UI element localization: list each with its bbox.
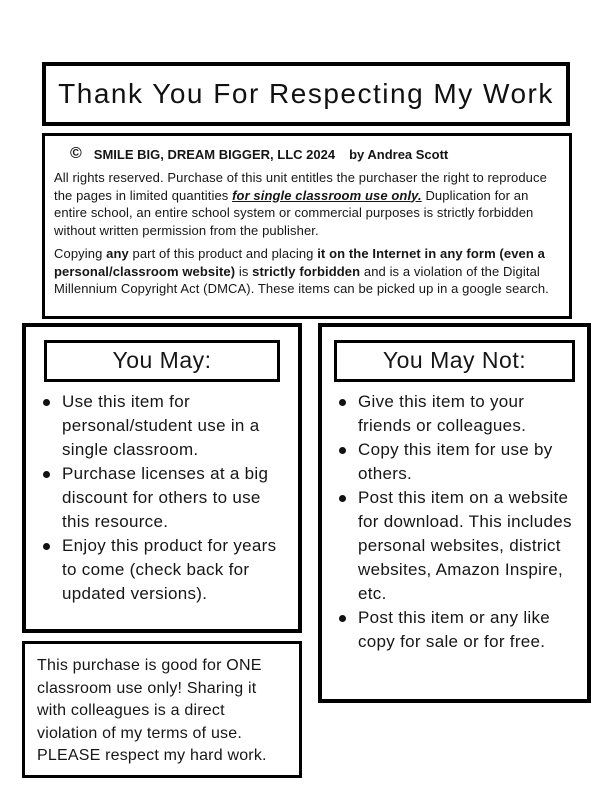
text-segment: strictly forbidden xyxy=(252,263,361,279)
you-may-title: You May: xyxy=(44,340,280,382)
copyright-box xyxy=(42,133,572,319)
title-box xyxy=(42,62,570,126)
copyright-heading xyxy=(70,145,560,163)
you-may-not-title: You May Not: xyxy=(334,340,575,382)
list-item: Use this item for personal/student use in a single classroom. xyxy=(38,390,290,462)
text-segment: and is a violation of the Digital Millennium Copyright Act (DMCA). These items can be picked up in a google search. xyxy=(54,263,549,296)
list-item: Post this item or any like copy for sale or for free. xyxy=(334,606,579,654)
purchase-note-text: This purchase is good for ONE classroom use only! Sharing it with colleagues is a direct violation of my terms of use. PLEASE respect my hard work. xyxy=(37,657,267,764)
text-segment: Copying xyxy=(54,246,107,261)
you-may-not-box xyxy=(318,323,591,703)
list-item: Enjoy this product for years to come (check back for updated versions). xyxy=(38,534,290,606)
copyright-paragraph-1 xyxy=(54,169,560,239)
text-segment: is xyxy=(235,263,253,279)
you-may-not-list xyxy=(328,390,583,654)
you-may-box xyxy=(22,323,302,633)
text-segment: Duplication for an entire school, an entire school system or commercial purposes is strictly forbidden without written permission from the publisher. xyxy=(54,187,534,238)
copyright-paragraph-2 xyxy=(54,245,560,298)
list-item: Give this item to your friends or colleagues. xyxy=(334,390,579,438)
purchase-note-box xyxy=(22,641,302,778)
text-segment: All rights reserved. Purchase of this unit entitles the purchaser the right to reproduce the pages in limited quantities xyxy=(54,170,547,203)
text-segment: part of this product and placing xyxy=(128,246,318,261)
page-title: Thank You For Respecting My Work xyxy=(58,78,554,109)
copyright-byline: by Andrea Scott xyxy=(349,146,449,162)
copyright-company: SMILE BIG, DREAM BIGGER, LLC 2024 xyxy=(93,146,336,162)
you-may-list xyxy=(32,390,294,606)
text-segment: any xyxy=(106,246,129,261)
text-segment: for single classroom use only. xyxy=(232,187,422,203)
copyright-icon: © xyxy=(70,145,82,162)
list-item: Post this item on a website for download. This includes personal websites, district websites, Amazon Inspire, etc. xyxy=(334,486,579,606)
list-item: Purchase licenses at a big discount for others to use this resource. xyxy=(38,462,290,534)
text-segment: it on the Internet in any form (even a personal/classroom website) xyxy=(54,246,545,279)
list-item: Copy this item for use by others. xyxy=(334,438,579,486)
